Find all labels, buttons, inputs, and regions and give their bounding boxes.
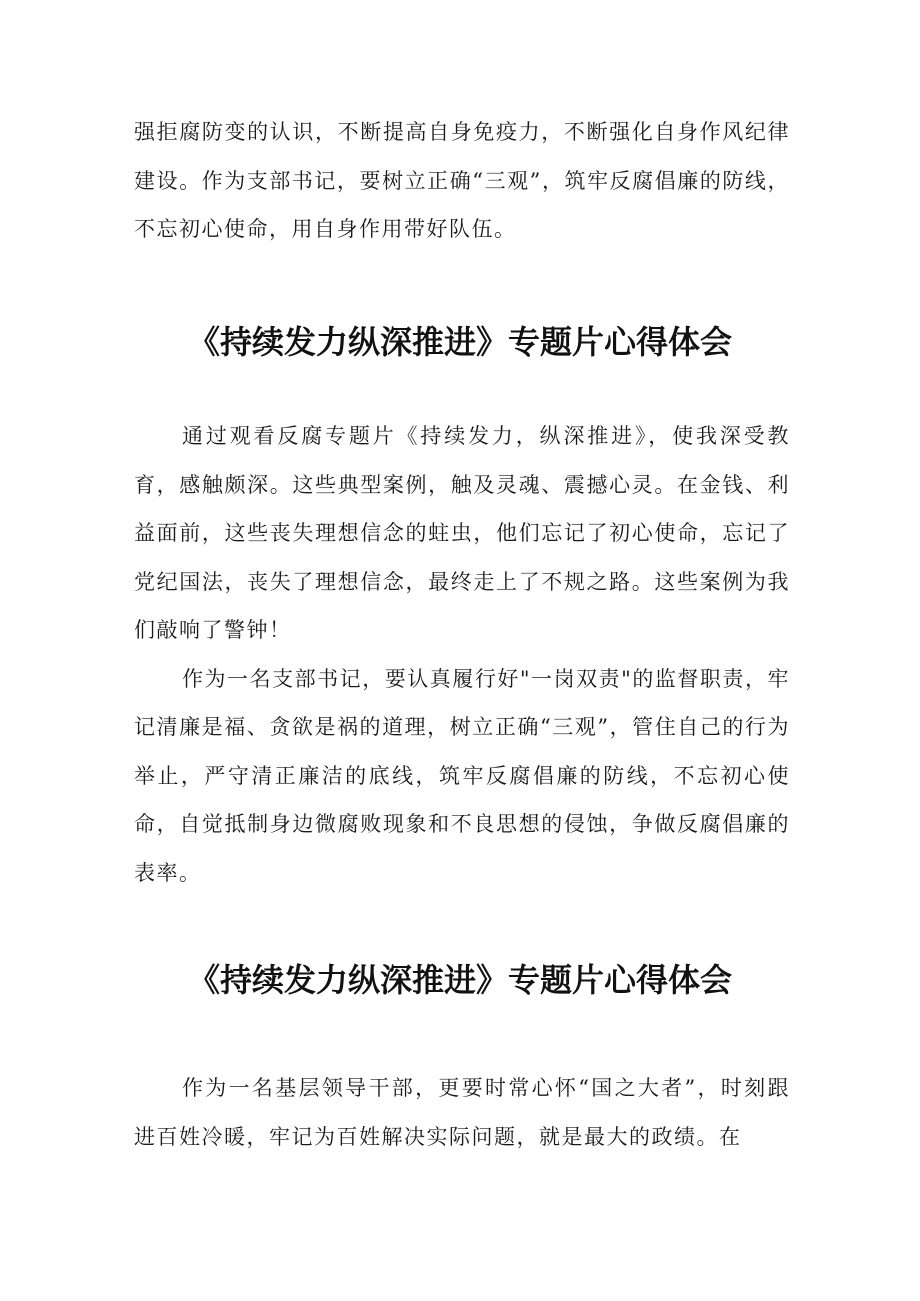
intro-paragraph: 强拒腐防变的认识，不断提高自身免疫力，不断强化自身作风纪律建设。作为支部书记，要树立正确“三观”，筑牢反腐倡廉的防线，不忘初心使命，用自身作用带好队伍。	[134, 120, 790, 241]
article-2-body	[134, 1064, 790, 1161]
intro-section	[134, 108, 790, 254]
article-1-paragraph-2: 作为一名支部书记，要认真履行好"一岗双责"的监督职责，牢记清廉是福、贪欲是祸的道理，树立正确“三观”，管住自己的行为举止，严守清正廉洁的底线，筑牢反腐倡廉的防线，不忘初心使命，自觉抵制身边微腐败现象和不良思想的侵蚀，争做反腐倡廉的表率。	[134, 666, 790, 885]
article-2-paragraph-1: 作为一名基层领导干部，更要时常心怀“国之大者”，时刻跟进百姓冷暖，牢记为百姓解决实际问题，就是最大的政绩。在	[134, 1076, 790, 1149]
article-1-title: 《持续发力纵深推进》专题片心得体会	[187, 323, 732, 361]
article-1-paragraph-1: 通过观看反腐专题片《持续发力，纵深推进》，使我深受教育，感触颇深。这些典型案例，触及灵魂、震撼心灵。在金钱、利益面前，这些丧失理想信念的蛀虫，他们忘记了初心使命，忘记了党纪国法，丧失了理想信念，最终走上了不规之路。这些案例为我们敲响了警钟！	[134, 424, 790, 642]
article-2-title: 《持续发力纵深推进》专题片心得体会	[187, 961, 732, 999]
article-1-body	[134, 412, 790, 897]
